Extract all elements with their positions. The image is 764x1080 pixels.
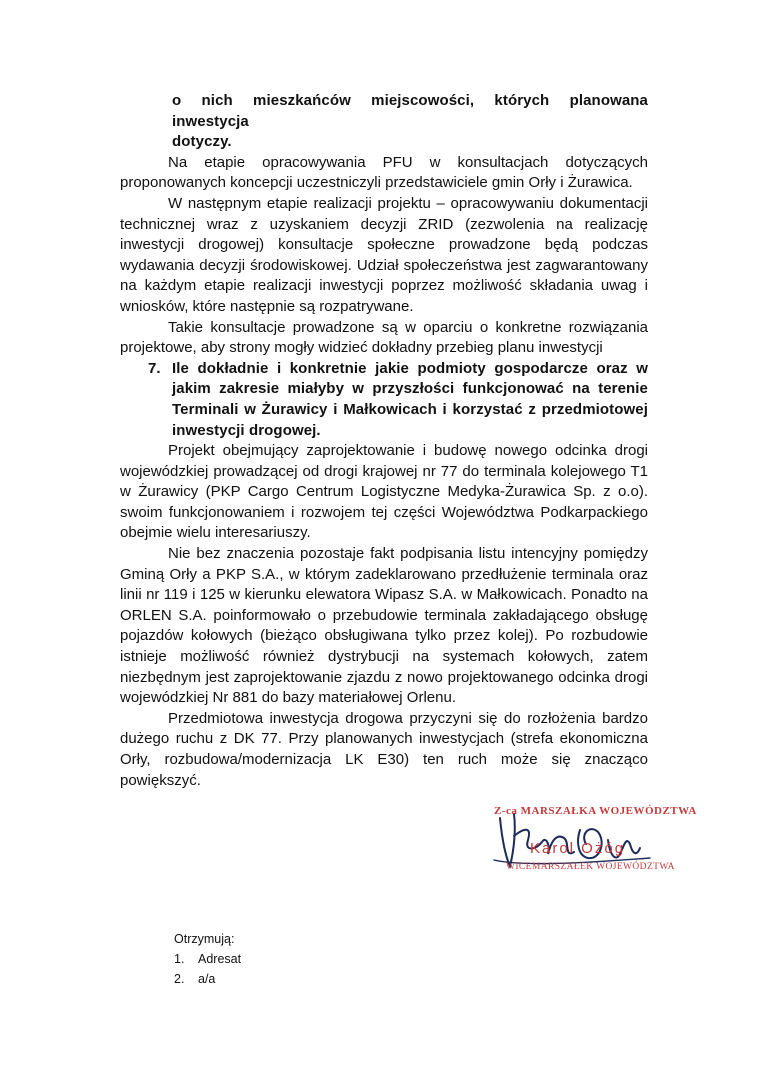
paragraph-letter-of-intent: Nie bez znaczenia pozostaje fakt podpisania listu intencyjny pomiędzy Gminą Orły a PKP S.A., w którym zadeklarowano przedłużenie terminala oraz linii nr 119 i 125 w kierunku elewatora Wipasz S.A. w Małkowicach. Ponadto na ORLEN S.A. poinformowało o przebudowie terminala zakładającego obsługę pojazdów kołowych (bieżąco obsługiwana tylko przez kolej). Po rozbudowie istnieje możliwość również dystrybucji na systemach kołowych, zatem niezbędnym jest zaprojektowanie zjazdu z nowo projektowanego odcinka drogi wojewódzkiej Nr 881 do bazy materiałowej Orlenu. [120,545,648,707]
question-7 [120,359,648,441]
stamp-title: Z-ca MARSZAŁKA WOJEWÓDZTWA [494,805,697,817]
recipients-list [174,929,241,989]
recipient-number: 1. [174,952,185,966]
continued-question-end: dotyczy. [172,133,232,151]
question-text: Ile dokładnie i konkretnie jakie podmioty gospodarcze oraz w jakim zakresie miałyby w przyszłości funkcjonować na terenie Terminali w Żurawicy i Małkowicach i korzystać z przedmiotowej inwestycji drogowej. [172,359,648,439]
recipient-item [174,969,241,989]
paragraph-next-stage: W następnym etapie realizacji projektu – opracowywaniu dokumentacji technicznej wraz z uzyskaniem decyzji ZRID (zezwolenia na realizację inwestycji drogowej) konsultacje społeczne prowadzone będą podczas wydawania decyzji środowiskowej. Udział społeczeństwa jest zagwarantowany na każdym etapie realizacji inwestycji poprzez możliwość składania uwag i wniosków, które następnie są rozpatrywane. [120,194,648,315]
question-number: 7. [148,359,161,377]
stamp-name: Karol Ożóg [530,840,626,857]
paragraph-consultations-basis: Takie konsultacje prowadzone są w oparciu o konkretne rozwiązania projektowe, aby strony mogły widzieć dokładny przebieg planu inwestycji [120,318,648,357]
paragraph-project-scope: Projekt obejmujący zaprojektowanie i budowę nowego odcinka drogi wojewódzkiej prowadzącej od drogi krajowej nr 77 do terminala kolejowego T1 w Żurawicy (PKP Cargo Centrum Logistyczne Medyka-Żurawica Sp. z o.o). swoim funkcjonowaniem i rozwojem tej części Województwa Podkarpackiego obejmie wielu interesariuszy. [120,442,648,542]
recipients-heading: Otrzymują: [174,932,235,946]
continued-question-line: o nich mieszkańców miejscowości, których planowana inwestycja [172,92,648,130]
official-stamp [470,800,697,890]
paragraph-pfu-consultations: Na etapie opracowywania PFU w konsultacjach dotyczących proponowanych koncepcji uczestniczyli przedstawiciele gmin Orły i Żurawica. [120,153,648,192]
paragraph-traffic-impact: Przedmiotowa inwestycja drogowa przyczyni się do rozłożenia bardzo dużego ruchu z DK 77. Przy planowanych inwestycjach (strefa ekonomiczna Orły, rozbudowa/modernizacja LK E30) ten ruch może się znacząco powiększyć. [120,709,648,789]
recipient-label: Adresat [198,952,242,966]
recipient-label: a/a [198,972,216,986]
recipient-item [174,949,241,969]
stamp-position: WICEMARSZAŁEK WOJEWÓDZTWA [506,862,675,872]
recipient-number: 2. [174,972,185,986]
letter-body [120,91,648,791]
